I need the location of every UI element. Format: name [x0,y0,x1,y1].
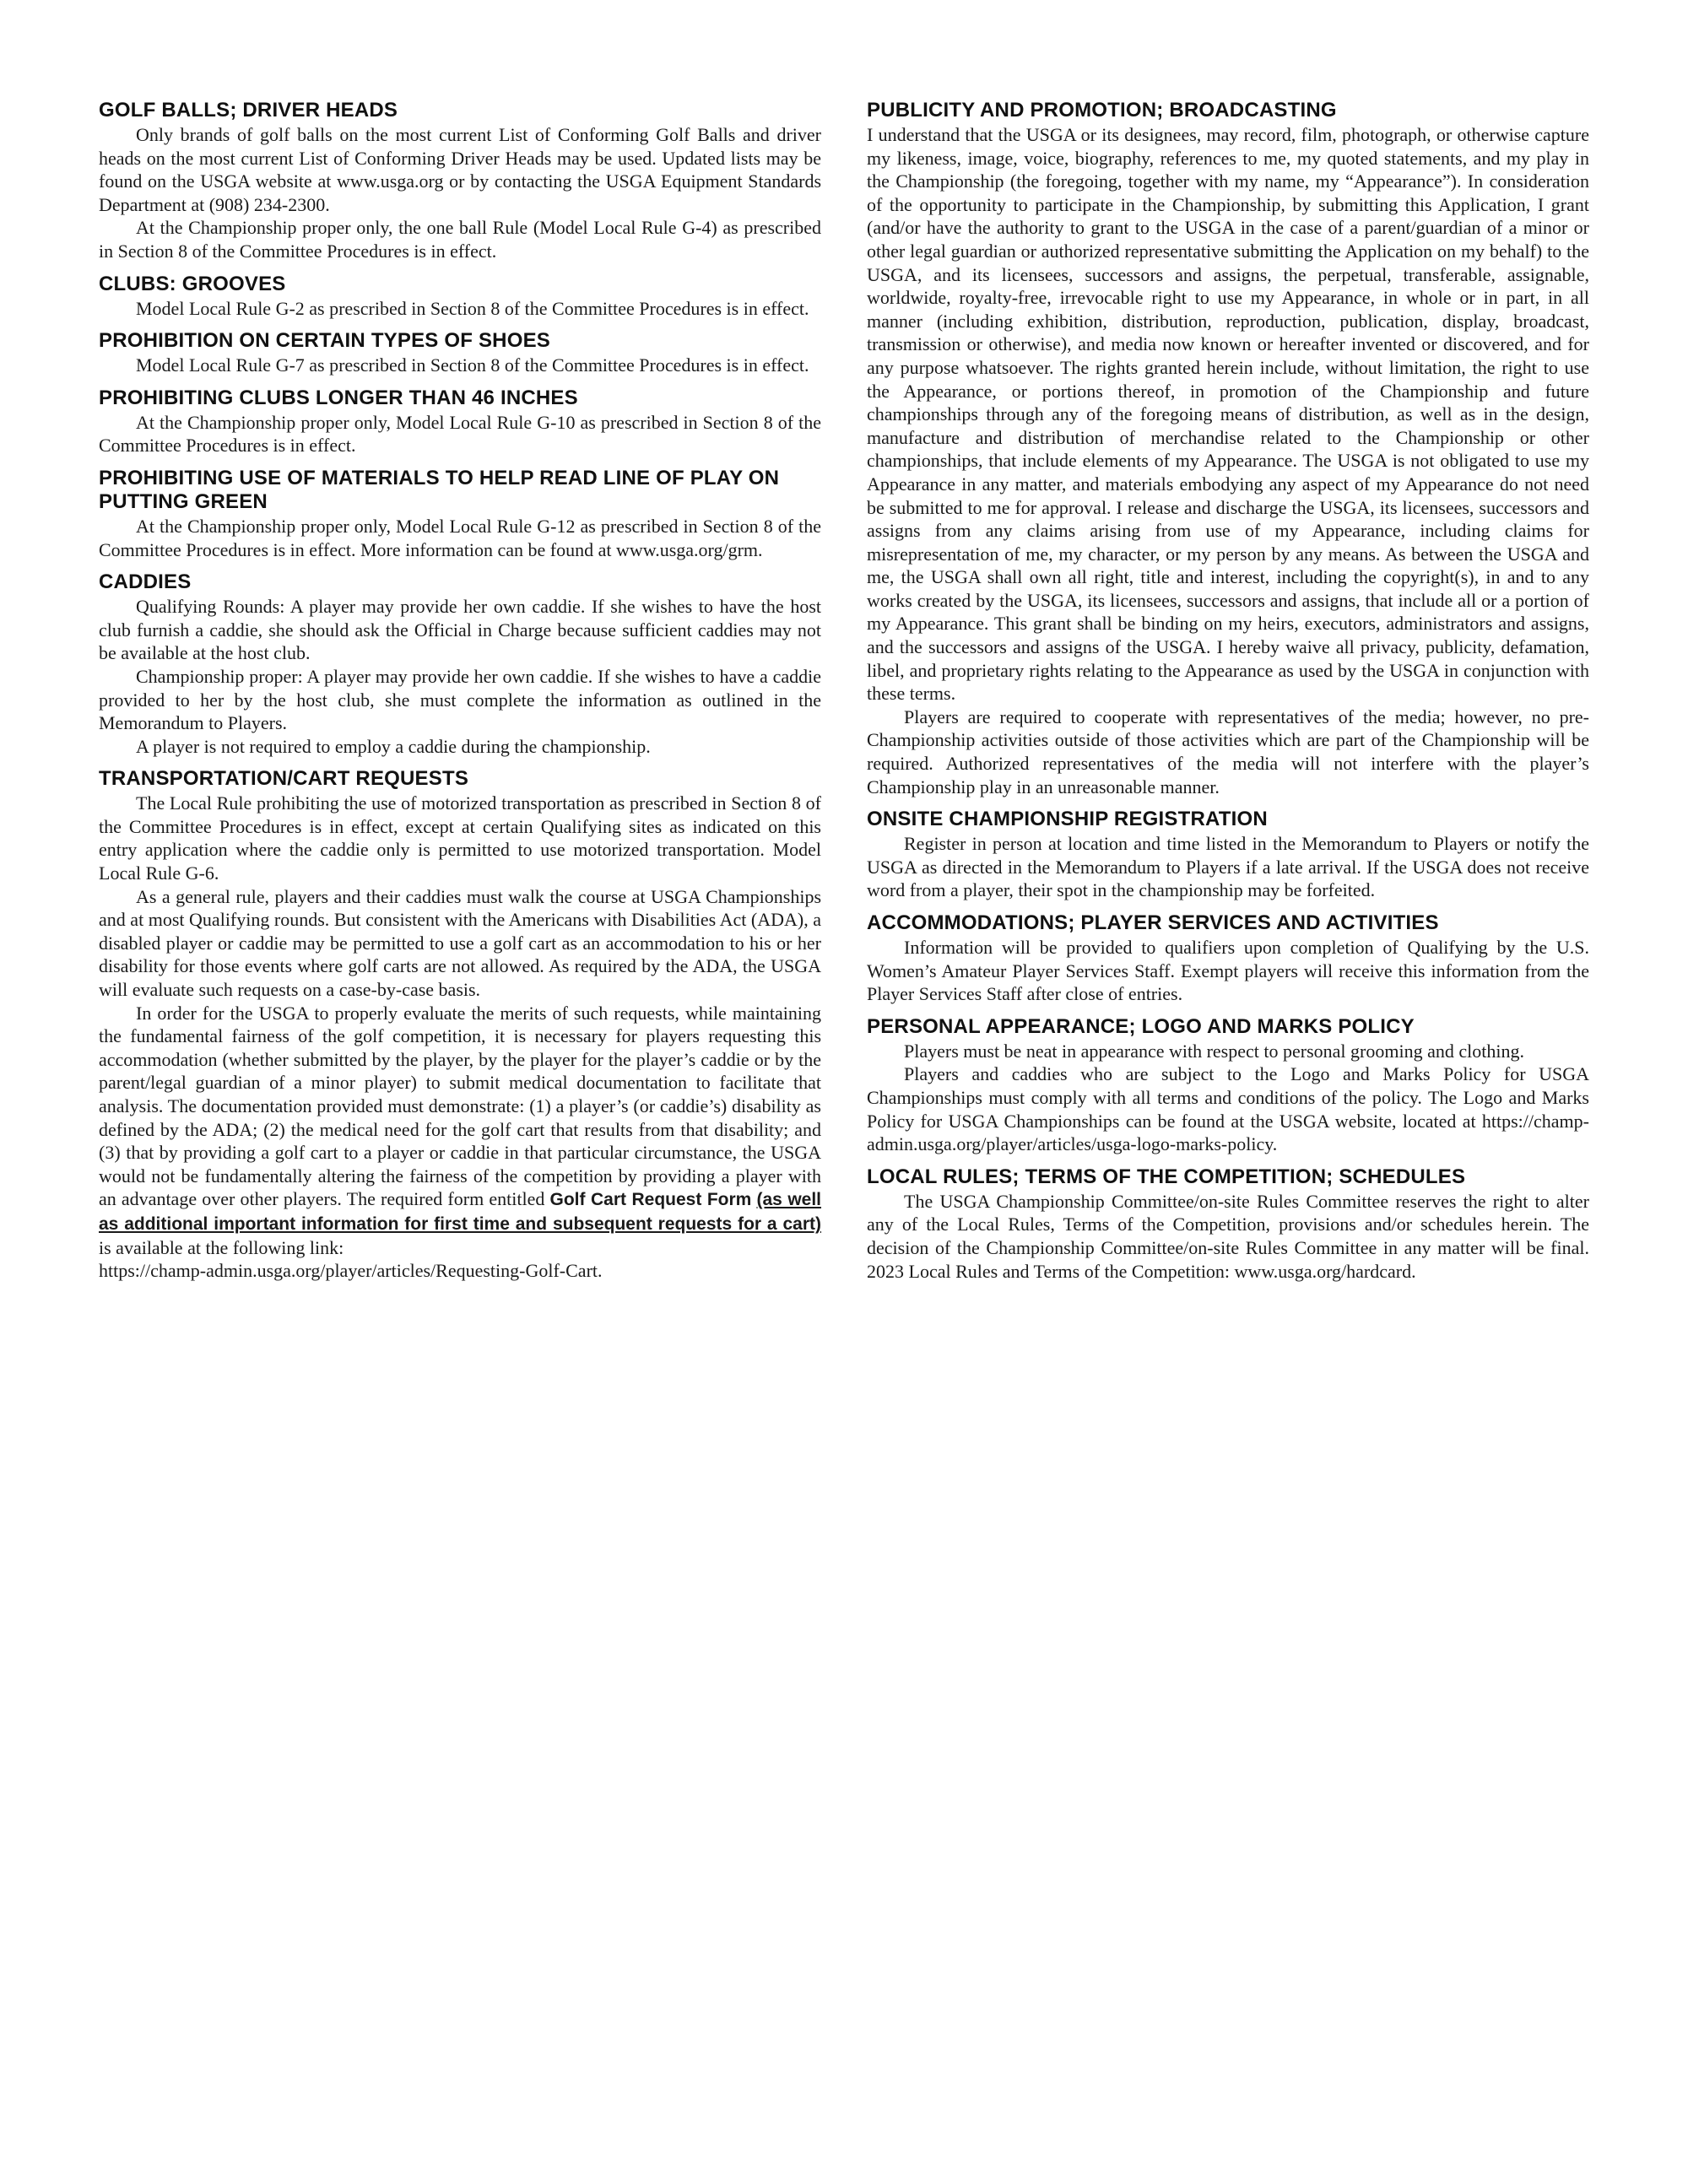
paragraph: Information will be provided to qualifiers upon completion of Qualifying by the U.S. Women’s Amateur Player Services Staff. Exempt players will receive this information from the Player Services Staff after close of entries. [867,937,1589,1005]
form-name: Golf Cart Request Form [549,1190,752,1210]
paragraph: Championship proper: A player may provide her own caddie. If she wishes to have a caddie provided to her by the host club, she must complete the information as outlined in the Memorandum to Players. [99,665,821,734]
section-long-clubs [99,387,821,457]
section-heading: CADDIES [99,570,192,594]
section-registration [867,808,1589,902]
section-local-rules [867,1165,1589,1283]
paragraph-text: is available at the following link: [99,1236,344,1258]
section-clubs-grooves [99,273,821,321]
section-caddies [99,570,821,758]
additional-info-note: (as well as additional important information for first time and subsequent requests for a cart) [99,1190,822,1234]
paragraph: Model Local Rule G-7 as prescribed in Section 8 of the Committee Procedures is in effect. [136,354,809,376]
section-personal-appearance [867,1015,1589,1156]
paragraph: At the Championship proper only, Model Local Rule G-10 as prescribed in Section 8 of the Committee Procedures is in effect. [99,411,821,457]
paragraph: Qualifying Rounds: A player may provide her own caddie. If she wishes to have the host club furnish a caddie, she should ask the Official in Charge because sufficient caddies may not be available at the host club. [99,596,821,664]
paragraph: At the Championship proper only, Model Local Rule G-12 as prescribed in Section 8 of the Committee Procedures is in effect. More information can be found at www.usga.org/grm. [99,515,821,560]
paragraph: Model Local Rule G-2 as prescribed in Section 8 of the Committee Procedures is in effect. [136,297,809,319]
section-reading-materials [99,467,821,561]
golf-cart-request-link[interactable]: https://champ-admin.usga.org/player/articles/Requesting-Golf-Cart. [99,1260,603,1282]
section-transportation [99,767,821,1282]
section-heading: PROHIBITING USE OF MATERIALS TO HELP READ LINE OF PLAY ON PUTTING GREEN [99,466,780,513]
paragraph: Players must be neat in appearance with respect to personal grooming and clothing. [904,1040,1524,1062]
section-heading: LOCAL RULES; TERMS OF THE COMPETITION; SCHEDULES [867,1165,1466,1188]
paragraph: Only brands of golf balls on the most current List of Conforming Golf Balls and driver heads on the most current List of Conforming Driver Heads may be used. Updated lists may be found on the USGA website at www.usga.org or by contacting the USGA Equipment Standards Department at (908) 234-2300. [99,124,821,215]
section-heading: PROHIBITION ON CERTAIN TYPES OF SHOES [99,329,551,353]
section-publicity [867,99,1589,798]
section-heading: TRANSPORTATION/CART REQUESTS [99,767,469,791]
section-heading: GOLF BALLS; DRIVER HEADS [99,99,398,122]
paragraph [99,1002,821,1260]
paragraph: The USGA Championship Committee/on-site Rules Committee reserves the right to alter any of the Local Rules, Terms of the Competition, provisions and/or schedules herein. The decision of the Championship Committee/on-site Rules Committee in any matter will be final. 2023 Local Rules and Terms of the Competition: www.usga.org/hardcard. [867,1190,1589,1282]
paragraph-text: In order for the USGA to properly evaluate the merits of such requests, while maintaining the fundamental fairness of the golf competition, it is necessary for players requesting this accommodation (whether submitted by the player, by the player for the player’s caddie or by the parent/legal guardian of a minor player) to submit medical documentation to facilitate that analysis. The documentation provided must demonstrate: (1) a player’s (or caddie’s) disability as defined by the ADA; (2) the medical need for the golf cart that results from that disability; and (3) that by providing a golf cart to a player or caddie in that particular circumstance, the USGA would not be fundamentally altering the fairness of the competition by providing a player with an advantage over other players. The required form entitled [99,1002,821,1210]
right-column [867,99,1589,1292]
section-heading: ACCOMMODATIONS; PLAYER SERVICES AND ACTIVITIES [867,911,1439,934]
paragraph: Register in person at location and time listed in the Memorandum to Players or notify the USGA as directed in the Memorandum to Players if a late arrival. If the USGA does not receive word from a player, their spot in the championship may be forfeited. [867,833,1589,901]
section-heading: PROHIBITING CLUBS LONGER THAN 46 INCHES [99,386,578,409]
paragraph: Players are required to cooperate with representatives of the media; however, no pre-Championship activities outside of those activities which are part of the Championship will be required. Authorized representatives of the media will not interfere with the player’s Championship play in an unreasonable manner. [867,705,1589,797]
section-heading: ONSITE CHAMPIONSHIP REGISTRATION [867,808,1268,831]
section-shoes [99,329,821,377]
section-golf-balls [99,99,821,263]
paragraph: The Local Rule prohibiting the use of motorized transportation as prescribed in Section 8 of the Committee Procedures is in effect, except at certain Qualifying sites as indicated on this entry application where the caddie only is permitted to use motorized transportation. Model Local Rule G-6. [99,792,821,884]
paragraph: I understand that the USGA or its designees, may record, film, photograph, or otherwise capture my likeness, image, voice, biography, references to me, my quoted statements, and my play in the Championship (the foregoing, together with my name, my “Appearance”). In consideration of the opportunity to participate in the Championship, by submitting this Application, I grant (and/or have the authority to grant to the USGA in the case of a parent/guardian of a minor or other legal guardian or authorized representative submitting the Application on my behalf) to the USGA, and its licensees, successors and assigns, the perpetual, transferable, assignable, worldwide, royalty-free, irrevocable right to use my Appearance, in whole or in part, in all manner (including exhibition, distribution, reproduction, publication, display, broadcast, transmission or otherwise), and media now known or hereafter invented or discovered, and for any purpose whatsoever. The rights granted herein include, without limitation, the right to use the Appearance, or portions thereof, in promotion of the Championship and future championships through any of the foregoing means of distribution, as well as in the design, manufacture and distribution of merchandise related to the Championship or other championships, that include elements of my Appearance. The USGA is not obligated to use my Appearance in any matter, and materials embodying any aspect of my Appearance do not need be submitted to me for approval. I release and discharge the USGA, its licensees, successors and assigns from any claims arising from use of my Appearance, including claims for misrepresentation of me, my character, or my person by any means. As between the USGA and me, the USGA shall own all right, title and interest, including the copyright(s), in and to any works created by the USGA, its licensees, successors and assigns, that include all or a portion of my Appearance. This grant shall be binding on my heirs, executors, administrators and assigns, and the successors and assigns of the USGA. I hereby waive all privacy, publicity, defamation, libel, and proprietary rights relating to the Appearance as used by the USGA in conjunction with these terms. [867,124,1589,705]
section-accommodations [867,911,1589,1006]
section-heading: CLUBS: GROOVES [99,272,286,295]
paragraph: A player is not required to employ a caddie during the championship. [136,735,651,757]
paragraph: At the Championship proper only, the one ball Rule (Model Local Rule G-4) as prescribed in Section 8 of the Committee Procedures is in effect. [99,217,821,262]
paragraph: As a general rule, players and their caddies must walk the course at USGA Championships and at most Qualifying rounds. But consistent with the Americans with Disabilities Act (ADA), a disabled player or caddie may be permitted to use a golf cart as an accommodation to his or her disability for those events where golf carts are not allowed. As required by the ADA, the USGA will evaluate such requests on a case-by-case basis. [99,885,821,1001]
section-heading: PUBLICITY AND PROMOTION; BROADCASTING [867,99,1337,122]
left-column [99,99,821,1292]
paragraph: Players and caddies who are subject to the Logo and Marks Policy for USGA Championships must comply with all terms and conditions of the policy. The Logo and Marks Policy for USGA Championships can be found at the USGA website, located at https://champ-admin.usga.org/player/articles/usga-logo-marks-policy. [867,1063,1589,1155]
section-heading: PERSONAL APPEARANCE; LOGO AND MARKS POLICY [867,1014,1415,1038]
